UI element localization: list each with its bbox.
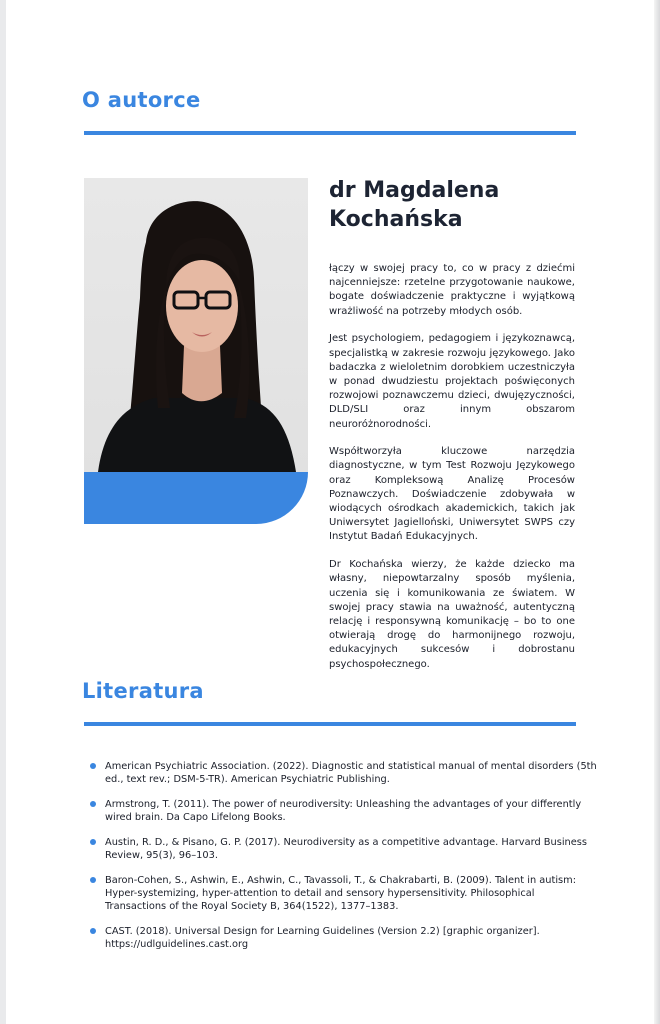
reference-text: Armstrong, T. (2011). The power of neurodiversity: Unleashing the advantages of your differently wired brain. Da Capo Lifelong Books. bbox=[105, 799, 582, 823]
reference-text: CAST. (2018). Universal Design for Learning Guidelines (Version 2.2) [graphic organizer]. https://udlguidelines.cast.org bbox=[105, 926, 540, 950]
author-bio bbox=[329, 262, 575, 685]
reference-item bbox=[90, 874, 598, 913]
bullet-icon bbox=[90, 877, 96, 883]
heading-divider bbox=[84, 131, 576, 135]
page-edge-shadow bbox=[654, 0, 660, 1024]
reference-list bbox=[90, 760, 598, 963]
document-page bbox=[6, 0, 654, 1024]
reference-item bbox=[90, 760, 598, 786]
reference-item bbox=[90, 836, 598, 862]
about-author-heading: O autorce bbox=[82, 88, 201, 112]
author-name bbox=[329, 176, 589, 234]
bio-paragraph: Dr Kochańska wierzy, że każde dziecko ma własny, niepowtarzalny sposób myślenia, uczenia się i komunikowania ze światem. W swojej pracy stawia na uważność, autentyczną relację i responsywną komunikację – bo to one otwierają drogę do harmonijnego rozwoju, edukacyjnych sukcesów i dobrostanu psychospołecznego. bbox=[329, 559, 575, 670]
heading-divider bbox=[84, 722, 576, 726]
author-name-line1: dr Magdalena bbox=[329, 178, 500, 203]
bullet-icon bbox=[90, 801, 96, 807]
portrait-illustration bbox=[84, 178, 308, 472]
reference-text: Austin, R. D., & Pisano, G. P. (2017). Neurodiversity as a competitive advantage. Harvard Business Review, 95(3), 96–103. bbox=[105, 837, 587, 861]
bio-paragraph: Współtworzyła kluczowe narzędzia diagnostyczne, w tym Test Rozwoju Językowego oraz Kompleksową Analizę Procesów Poznawczych. Doświadczenie zdobywała w wiodących ośrodkach akademickich, takich jak Uniwersytet Jagielloński, Uniwersytet SWPS czy Instytut Badań Edukacyjnych. bbox=[329, 446, 575, 543]
author-name-line2: Kochańska bbox=[329, 207, 463, 232]
reference-text: Baron-Cohen, S., Ashwin, E., Ashwin, C., Tavassoli, T., & Chakrabarti, B. (2009). Talent in autism: Hyper-systemizing, hyper-attention to detail and sensory hypersensitivity. Philosophical Transactions of the Royal Society B, 364(1522), 1377–1383. bbox=[105, 875, 576, 912]
bullet-icon bbox=[90, 839, 96, 845]
author-photo bbox=[84, 178, 308, 524]
reference-item bbox=[90, 798, 598, 824]
literature-heading: Literatura bbox=[82, 679, 204, 703]
author-portrait bbox=[84, 178, 308, 472]
reference-item bbox=[90, 925, 598, 951]
bullet-icon bbox=[90, 763, 96, 769]
reference-text: American Psychiatric Association. (2022). Diagnostic and statistical manual of mental disorders (5th ed., text rev.; DSM-5-TR). American Psychiatric Publishing. bbox=[105, 761, 597, 785]
bio-paragraph: łączy w swojej pracy to, co w pracy z dziećmi najcenniejsze: rzetelne przygotowanie naukowe, bogate doświadczenie praktyczne i wyjątkową wrażliwość na potrzeby młodych osób. bbox=[329, 263, 575, 317]
photo-accent-shape bbox=[84, 472, 308, 524]
bio-paragraph: Jest psychologiem, pedagogiem i językoznawcą, specjalistką w zakresie rozwoju językowego. Jako badaczka z wieloletnim dorobkiem uczestniczyła w ponad dwudziestu projektach poświęconych rozwojowi poznawczemu dzieci, dwujęzyczności, DLD/SLI oraz innym obszarom neuroróżnorodności. bbox=[329, 333, 575, 430]
bullet-icon bbox=[90, 928, 96, 934]
